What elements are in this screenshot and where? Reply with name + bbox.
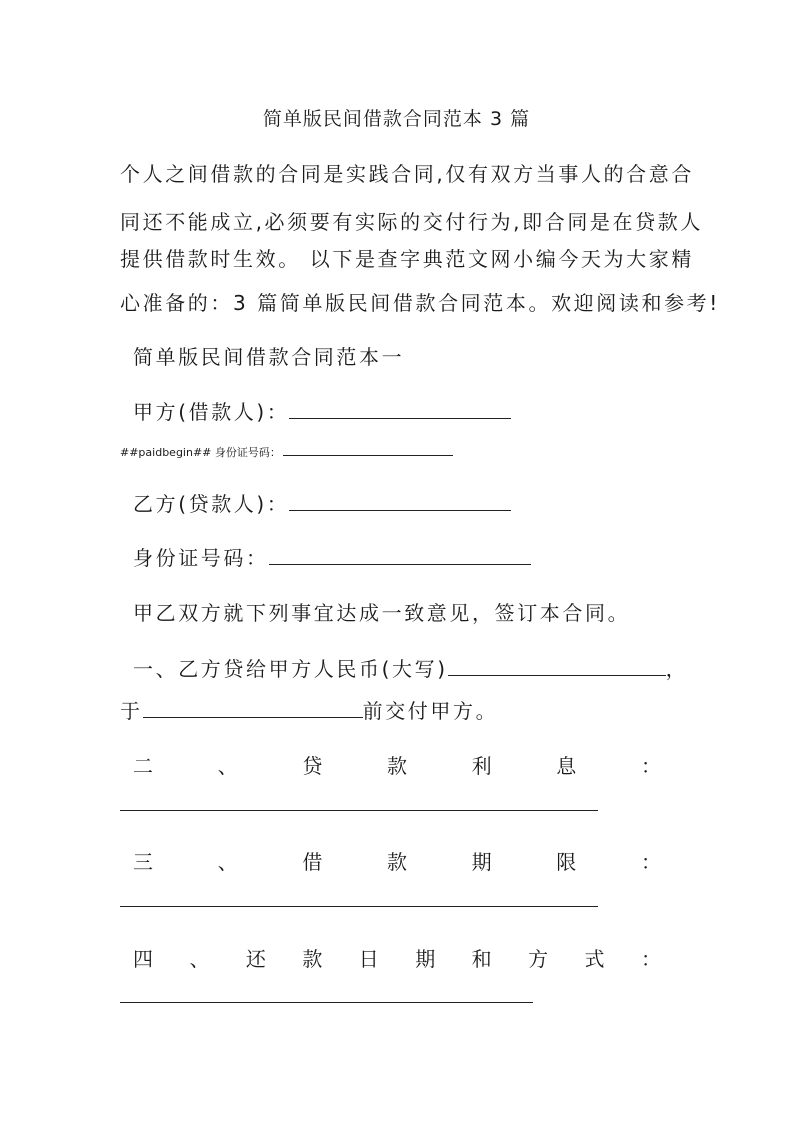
clause-4-char: 期 xyxy=(415,947,436,971)
party-a-label: 甲方(借款人)： xyxy=(133,400,290,424)
document-title: 简单版民间借款合同范本 3 篇 xyxy=(262,108,531,130)
clause-1-line2-prefix: 于 xyxy=(120,699,143,723)
intro-line-3: 提供借款时生效。 以下是查字典范文网小编今天为大家精 xyxy=(120,247,694,271)
id-number-blank[interactable] xyxy=(269,546,531,565)
id-number-row xyxy=(133,542,531,571)
party-b-label: 乙方(贷款人)： xyxy=(133,492,290,516)
clause-1-prefix: 一、乙方贷给甲方人民币(大写) xyxy=(133,657,448,681)
paid-marker-row xyxy=(120,444,453,460)
party-b-row xyxy=(133,488,511,517)
paid-marker-label: ##paidbegin## 身份证号码： xyxy=(120,446,281,459)
clause-3-char: 款 xyxy=(386,850,407,874)
paid-marker-blank[interactable] xyxy=(283,445,453,456)
clause-2-char: 二 xyxy=(133,754,153,778)
clause-3-blank[interactable] xyxy=(120,906,598,907)
clause-3-char: 限 xyxy=(556,850,577,874)
section-heading: 简单版民间借款合同范本一 xyxy=(133,345,405,369)
clause-3-char: 期 xyxy=(471,850,492,874)
intro-line-2: 同还不能成立,必须要有实际的交付行为,即合同是在贷款人 xyxy=(120,210,703,234)
clause-3-char: 借 xyxy=(302,850,323,874)
clause-1-line2-suffix: 前交付甲方。 xyxy=(362,699,499,723)
clause-2-char: 款 xyxy=(386,754,407,778)
intro-line-4: 心准备的：3 篇简单版民间借款合同范本。欢迎阅读和参考! xyxy=(120,291,720,315)
clause-4-char: 方 xyxy=(528,947,549,971)
clause-1-amount-blank[interactable] xyxy=(448,657,666,676)
clause-2-char: 、 xyxy=(217,754,238,778)
clause-2-char: 息 xyxy=(556,754,577,778)
clause-4-char: 、 xyxy=(189,947,210,971)
clause-4-char: 还 xyxy=(245,947,266,971)
id-number-label: 身份证号码： xyxy=(133,546,269,570)
party-a-row xyxy=(133,396,511,425)
clause-4-char: 和 xyxy=(471,947,492,971)
clause-4-char: 式 xyxy=(584,947,605,971)
intro-line-1: 个人之间借款的合同是实践合同,仅有双方当事人的合意合 xyxy=(120,162,694,186)
clause-2-heading xyxy=(133,750,661,779)
clause-2-char: ： xyxy=(640,754,661,778)
clause-3-char: 、 xyxy=(217,850,238,874)
clause-3-char: ： xyxy=(640,850,661,874)
agreement-sentence: 甲乙双方就下列事宜达成一致意见，签订本合同。 xyxy=(133,601,631,625)
clause-1-line-2 xyxy=(120,695,498,724)
party-a-blank[interactable] xyxy=(289,400,511,419)
clause-1-date-blank[interactable] xyxy=(143,699,363,718)
clause-2-char: 利 xyxy=(471,754,492,778)
clause-1-line-1 xyxy=(133,653,688,682)
clause-3-heading xyxy=(133,846,661,875)
clause-4-char: 四 xyxy=(133,947,153,971)
clause-4-char: 日 xyxy=(358,947,379,971)
clause-4-char: ： xyxy=(640,947,661,971)
party-b-blank[interactable] xyxy=(289,492,511,511)
clause-4-heading xyxy=(133,943,661,972)
clause-4-blank[interactable] xyxy=(120,1002,533,1003)
clause-3-char: 三 xyxy=(133,850,153,874)
clause-2-blank[interactable] xyxy=(120,810,598,811)
clause-4-char: 款 xyxy=(302,947,323,971)
clause-2-char: 贷 xyxy=(302,754,323,778)
clause-1-suffix: ， xyxy=(665,657,689,681)
